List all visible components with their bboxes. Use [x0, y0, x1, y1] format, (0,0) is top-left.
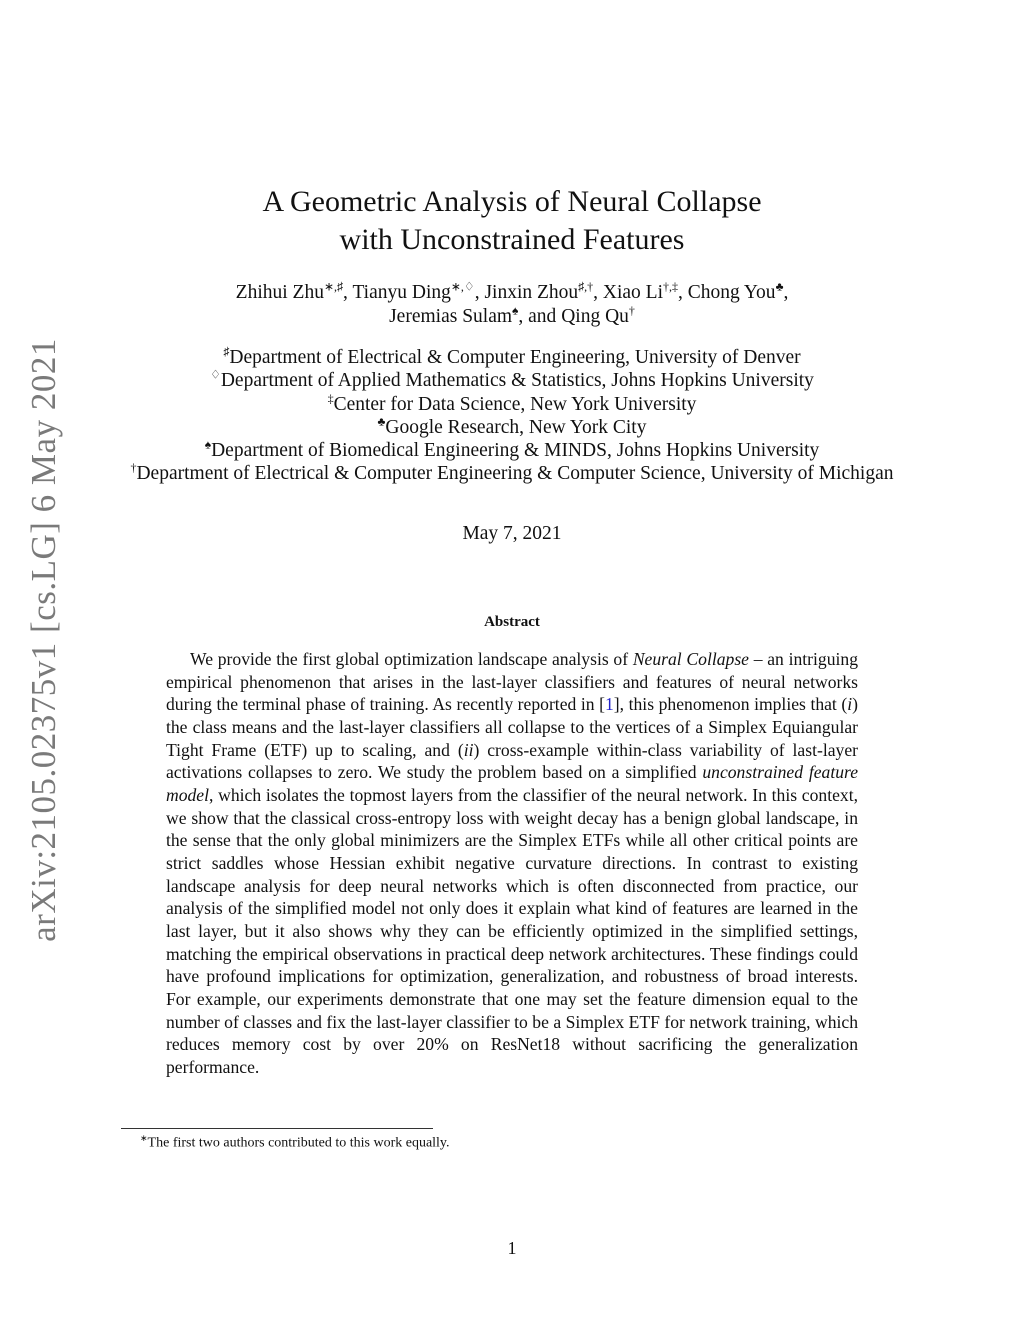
author-name: Chong You	[687, 282, 776, 303]
author-marks: ♯,†	[578, 279, 594, 294]
abstract-text: ], this phenomenon implies that (	[613, 694, 848, 715]
author-name: Zhihui Zhu	[235, 282, 324, 303]
author-line-2: Jeremias Sulam♠, and Qing Qu†	[389, 303, 635, 327]
author-name: Jeremias Sulam	[389, 306, 513, 327]
footnote-mark: ∗	[140, 1133, 148, 1143]
publication-date: May 7, 2021	[462, 523, 562, 544]
author-name: Tianyu Ding	[352, 282, 451, 303]
author-list	[0, 281, 1024, 329]
citation-link[interactable]: 1	[605, 694, 614, 715]
author-marks: ∗,♢	[450, 279, 475, 294]
affiliation	[0, 369, 1024, 392]
author-name: Jinxin Zhou	[484, 282, 579, 303]
affiliation-mark: ♢	[210, 367, 221, 382]
abstract-text: ) the class means and the last-layer classifiers all collapse to the vertices of a Simplex Equiangular Tight Frame (ETF) up to scaling, and (	[166, 694, 858, 760]
abstract-emphasis: unconstrained feature model	[166, 762, 859, 805]
affiliation-mark: †	[130, 460, 137, 475]
abstract-body	[166, 648, 858, 1078]
title-line-1: A Geometric Analysis of Neural Collapse	[262, 185, 762, 218]
author-marks: †,‡	[663, 279, 679, 294]
author-name: Xiao Li	[602, 282, 664, 303]
author-line-1: Zhihui Zhu∗,♯, Tianyu Ding∗,♢, Jinxin Zhou♯,†, Xiao Li†,‡, Chong You♣,	[235, 279, 789, 303]
paper-title	[0, 183, 1024, 259]
abstract-heading: Abstract	[484, 614, 540, 630]
abstract-text: ) cross-example within-class variability of last-layer activations collapses to zero. We study the problem based on a simplified	[166, 739, 858, 783]
author-marks: ♣	[775, 279, 784, 294]
page-number: 1	[507, 1238, 517, 1258]
author-marks: †	[628, 303, 635, 318]
affiliation-text: Department of Electrical & Computer Engineering & Computer Science, University of Michigan	[136, 463, 894, 485]
affiliation	[0, 439, 1024, 462]
affiliation-text: Department of Electrical & Computer Engineering, University of Denver	[229, 347, 801, 368]
affiliation-text: Department of Applied Mathematics & Statistics, Johns Hopkins University	[220, 370, 814, 392]
affiliation	[0, 416, 1024, 439]
abstract-text: – an intriguing empirical phenomenon that arises in the last-layer classifiers and features of neural networks during the terminal phase of training. As recently reported in [	[166, 649, 858, 715]
title-line-2: with Unconstrained Features	[339, 223, 685, 256]
author-marks: ♠	[512, 303, 519, 318]
affiliation	[0, 393, 1024, 416]
affiliation-text: Google Research, New York City	[385, 416, 647, 438]
affiliation-mark: ♠	[204, 437, 212, 452]
affiliation	[0, 462, 1024, 485]
affiliation-text: Center for Data Science, New York University	[333, 393, 697, 415]
author-name: Qing Qu	[561, 306, 629, 327]
arxiv-identifier[interactable]: arXiv:2105.02375v1 [cs.LG] 6 May 2021	[24, 338, 63, 942]
footnote-text: The first two authors contributed to this work equally.	[147, 1135, 450, 1151]
abstract-text: We provide the first global optimization landscape analysis of	[190, 649, 633, 669]
affiliation-text: Department of Biomedical Engineering & MINDS, Johns Hopkins University	[211, 440, 820, 462]
affiliation	[0, 346, 1024, 369]
abstract-emphasis: Neural Collapse	[632, 649, 749, 669]
affiliation-list	[0, 346, 1024, 486]
affiliation-mark: ♣	[377, 414, 386, 429]
abstract-text: , which isolates the topmost layers from the classifier of the neural network. In this context, we show that the classical cross-entropy loss with weight decay has a benign global landscape, in the sense that the only global minimizers are the Simplex ETFs while all other critical points are strict saddles whose Hessian exhibit negative curvature directions. In contrast to existing landscape analysis for deep neural networks which is often disconnected from practice, our analysis of the simplified model not only does it explain what kind of features are learned in the last layer, but it also shows why they can be efficiently optimized in the simplified settings, matching the empirical observations in practical deep network architectures. These findings could have profound implications for optimization, generalization, and robustness of broad interests. For example, our experiments demonstrate that one may set the feature dimension equal to the number of classes and fix the last-layer classifier to be a Simplex ETF for network training, which reduces memory cost by over 20% on ResNet18 without sacrificing the generalization performance.	[166, 784, 858, 1077]
footnote-rule	[121, 1128, 433, 1129]
author-marks: ∗,♯	[323, 279, 344, 294]
abstract-emphasis: i	[847, 694, 853, 715]
affiliation-mark: ♯	[223, 344, 230, 359]
footnote	[140, 1133, 450, 1152]
affiliation-mark: ‡	[327, 391, 334, 406]
abstract-emphasis: ii	[463, 739, 474, 760]
